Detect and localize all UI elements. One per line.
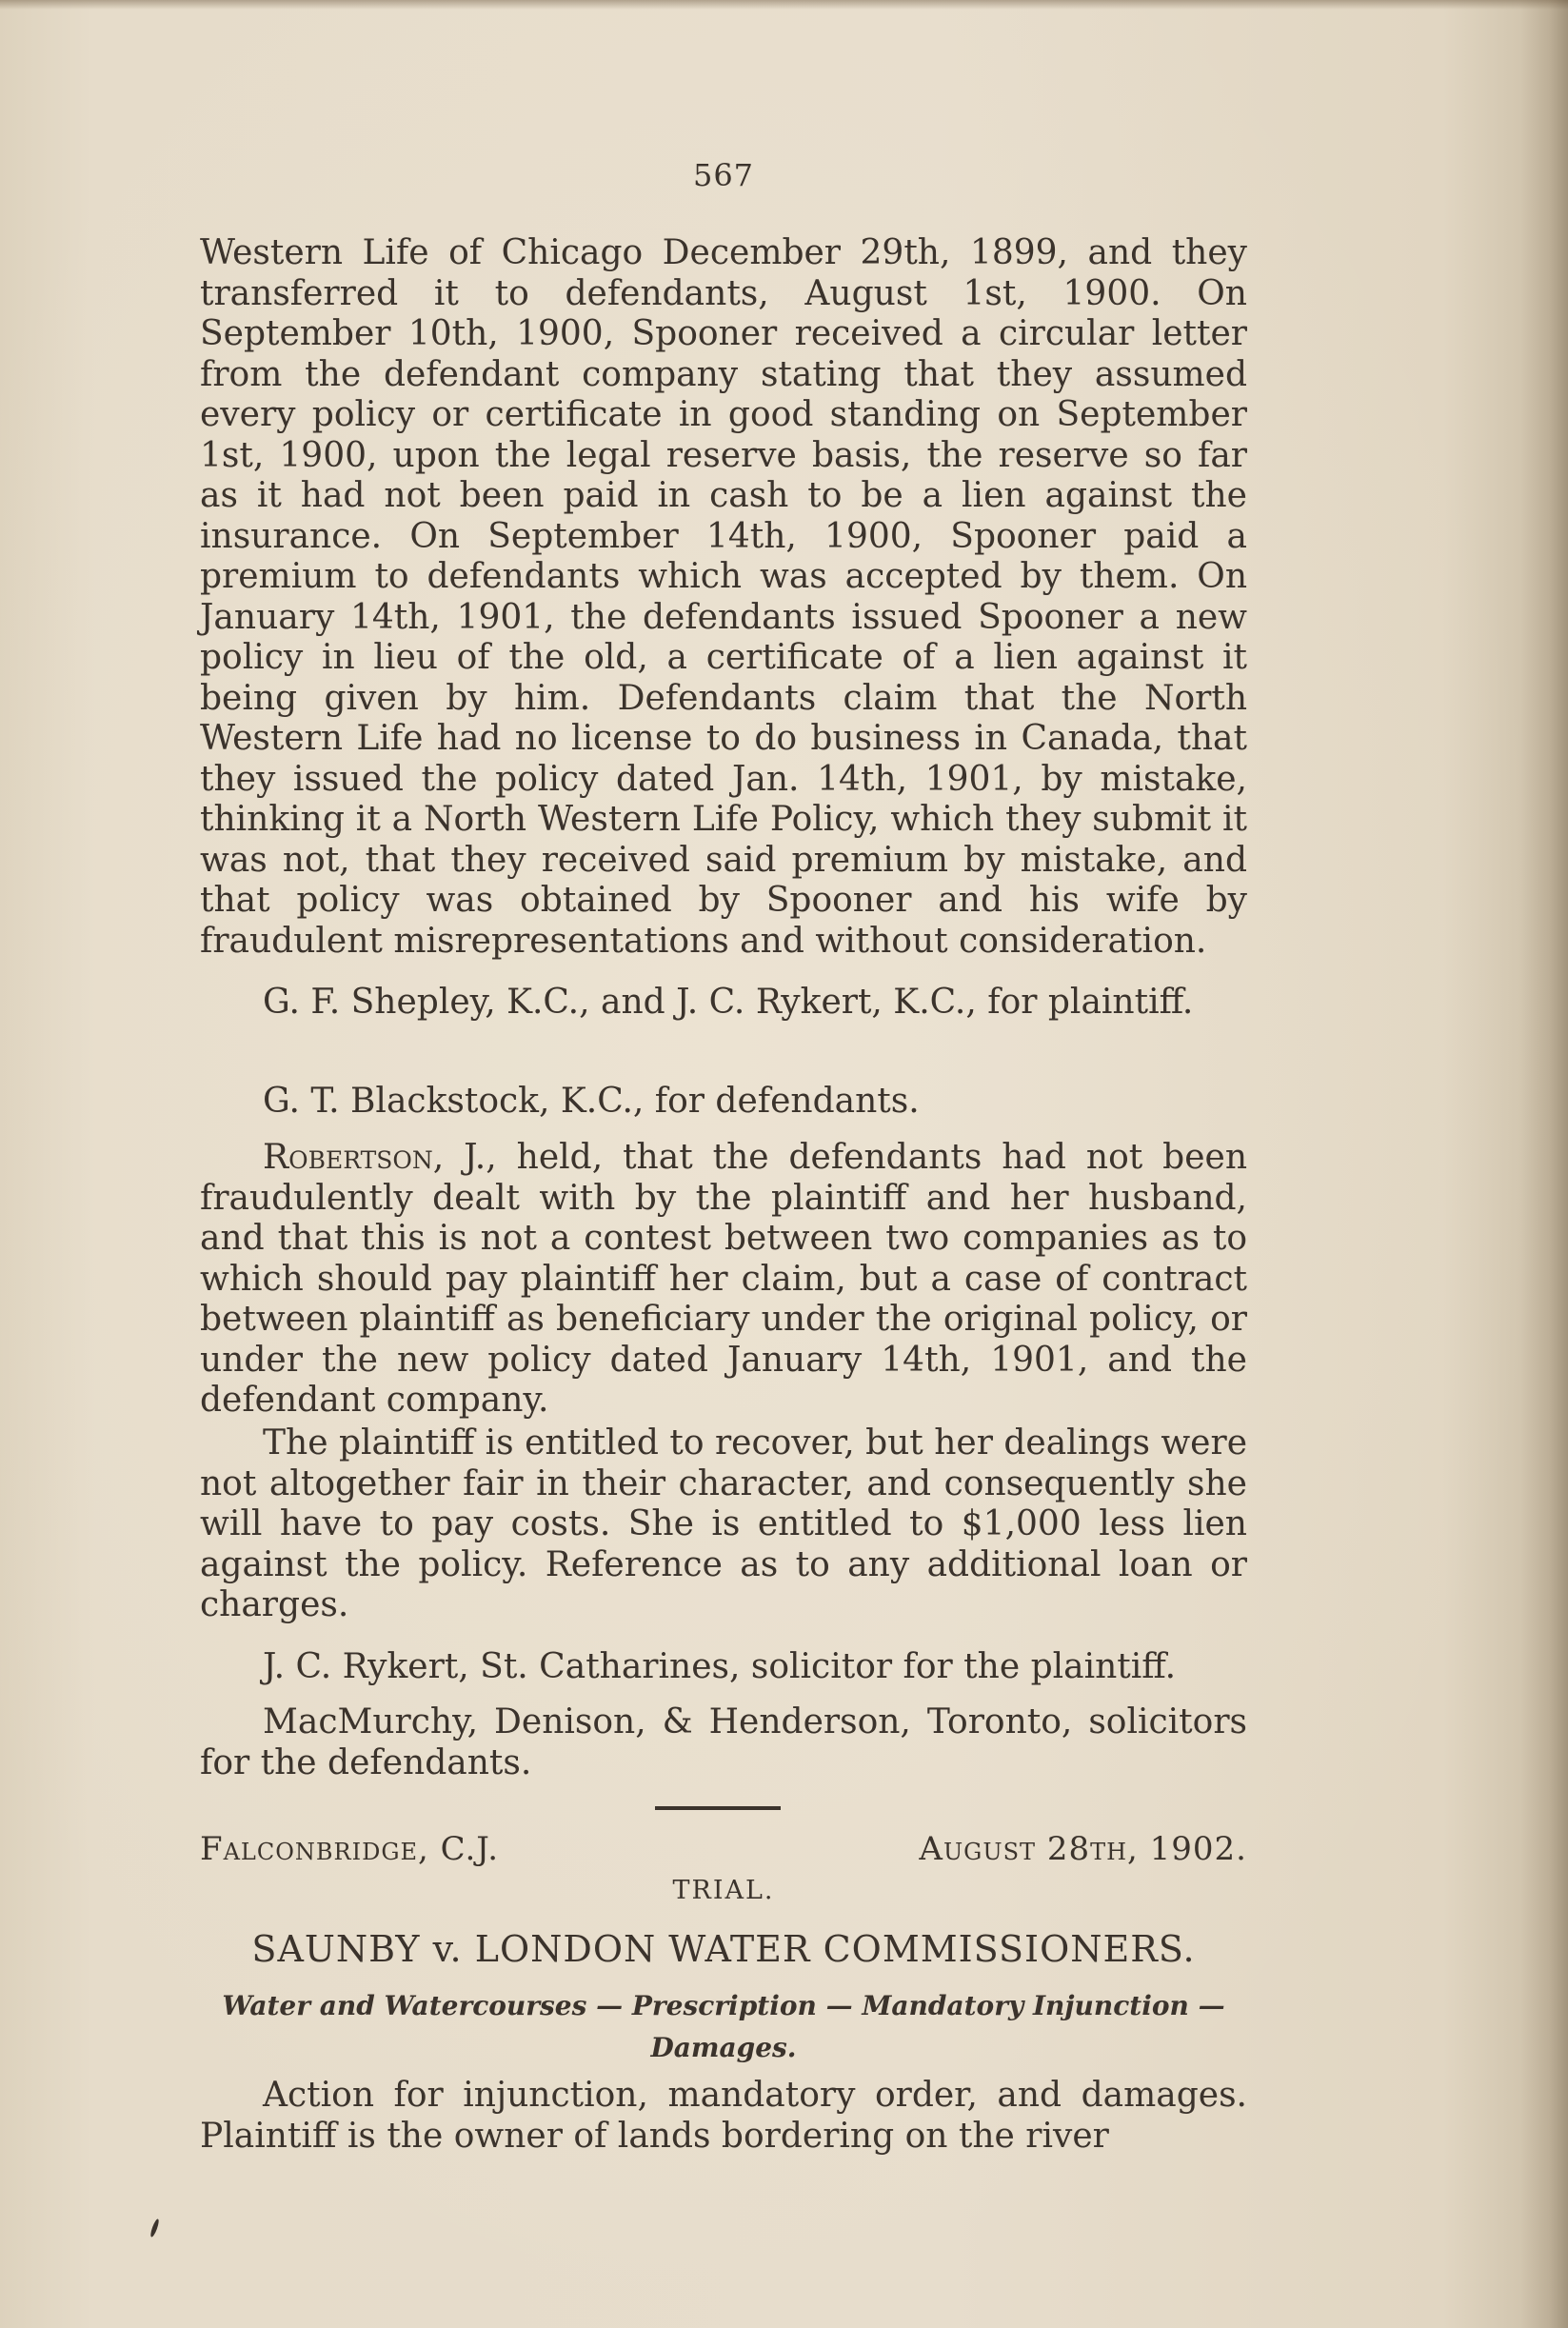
case-judge: Falconbridge, C.J. [200, 1830, 500, 1868]
paragraph-judgment [200, 1138, 1247, 1422]
solicitor-plaintiff-text: J. C. Rykert, St. Catharines, solicitor for the plaintiff. [263, 1647, 1177, 1686]
action-text: Action for injunction, mandatory order, and damages. Plaintiff is the owner of lands bordering on the river [200, 2076, 1247, 2156]
case-headnote: Water and Watercourses — Prescription — Mandatory Injunction — Damages. [222, 1990, 1225, 2063]
section-divider [655, 1806, 781, 1810]
paragraph-solicitor-plaintiff [200, 1647, 1247, 1688]
paragraph-counsel-defendants [200, 1082, 1247, 1123]
costs-text: The plaintiff is entitled to recover, but her dealings were not altogether fair in their character, and consequently she will have to pay costs. She is entitled to $1,000 less lien against the policy. Reference as to any additional loan or charges. [200, 1423, 1247, 1624]
paragraph-costs [200, 1423, 1247, 1626]
paragraph-action [200, 2076, 1247, 2157]
case-title: SAUNBY v. LONDON WATER COMMISSIONERS. [251, 1928, 1196, 1970]
page-spine-shadow [1520, 0, 1568, 2328]
counsel-plaintiff-text: G. F. Shepley, K.C., and J. C. Rykert, K.C., for plaintiff. [263, 983, 1194, 1022]
counsel-defendants-text: G. T. Blackstock, K.C., for defendants. [263, 1082, 920, 1121]
judgment-text: , J., held, that the defendants had not been fraudulently dealt with by the plaintiff and her husband, and that this is not a contest between two companies as to which should pay plaintiff her claim, but a case of contract between plaintiff as beneficiary under the original policy, or under the new policy dated January 14th, 1901, and the defendant company. [200, 1138, 1247, 1420]
paragraph-counsel-plaintiff [200, 983, 1247, 1024]
paragraph-facts: Western Life of Chicago December 29th, 1899, and they transferred it to defendants, August 1st, 1900. On September 10th, 1900, Spooner received a circular letter from the defendant company stating that they assumed every policy or certificate in good standing on September 1st, 1900, upon the legal reserve basis, the reserve so far as it had not been paid in cash to be a lien against the insurance. On September 14th, 1900, Spooner paid a premium to defendants which was accepted by them. On January 14th, 1901, the defendants issued Spooner a new policy in lieu of the old, a certificate of a lien against it being given by him. Defendants claim that the North Western Life had no license to do business in Canada, that they issued the policy dated Jan. 14th, 1901, by mistake, thinking it a North Western Life Policy, which they submit it was not, that they received said premium by mistake, and that policy was obtained by Spooner and his wife by fraudulent misrepresentations and without consideration. [200, 233, 1247, 961]
judge-name: Robertson [263, 1138, 433, 1177]
page-top-shadow [0, 0, 1568, 10]
solicitors-defendants-text: MacMurchy, Denison, & Henderson, Toronto, solicitors for the defendants. [200, 1702, 1247, 1782]
page-number: 567 [692, 157, 755, 193]
case-date: August 28th, 1902. [919, 1830, 1247, 1868]
case-trial-label: TRIAL. [672, 1876, 775, 1905]
paragraph-solicitors-defendants [200, 1702, 1247, 1783]
ink-speck [149, 2219, 161, 2238]
